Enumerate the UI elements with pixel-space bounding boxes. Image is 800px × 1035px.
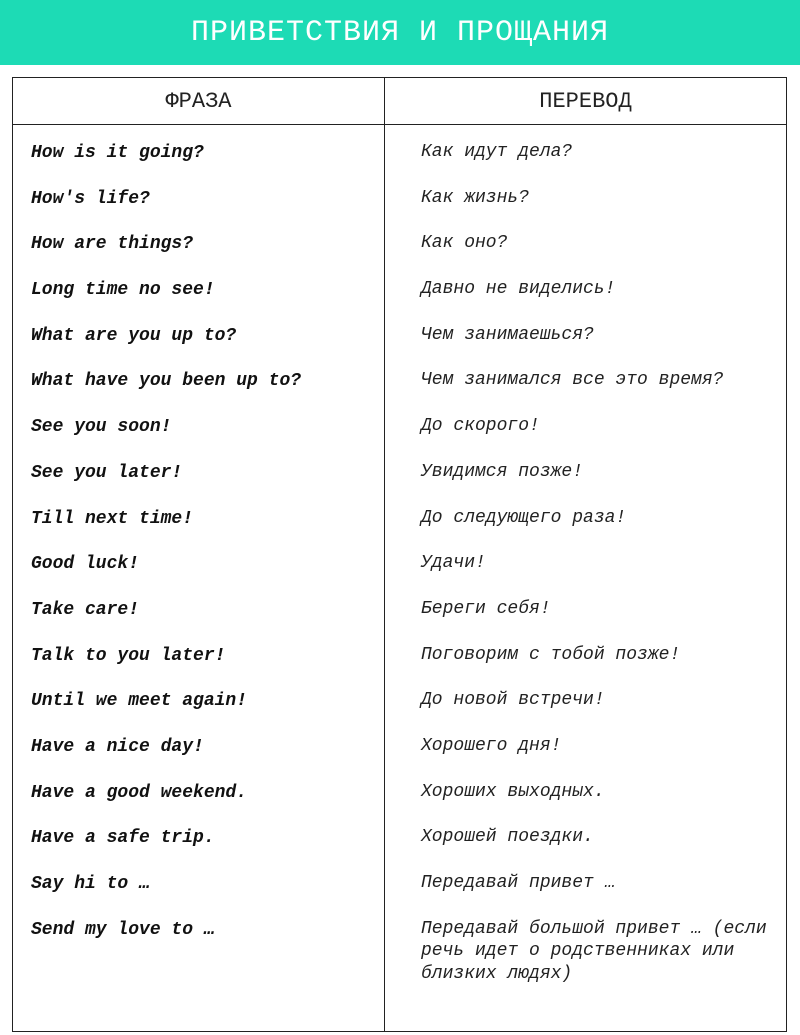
translation-cell: Передавай привет … xyxy=(421,873,616,893)
translation-cell: Поговорим с тобой позже! xyxy=(421,644,681,665)
table-row xyxy=(13,412,786,458)
phrase-cell: Have a safe trip. xyxy=(31,828,215,849)
translation-cell: До следующего раза! xyxy=(421,507,627,528)
phrase-cell: Say hi to … xyxy=(31,874,150,894)
translation-cell: Береги себя! xyxy=(421,598,551,619)
phrase-table xyxy=(12,77,787,1032)
phrase-cell: What have you been up to? xyxy=(31,371,302,392)
translation-cell: Удачи! xyxy=(421,553,486,574)
table-row xyxy=(13,823,786,869)
table-row xyxy=(13,778,786,824)
translation-cell: Увидимся позже! xyxy=(421,461,584,482)
table-row xyxy=(13,138,786,184)
table-body xyxy=(13,138,786,1005)
header-translation: ПЕРЕВОД xyxy=(539,88,632,114)
translation-cell: Давно не виделись! xyxy=(421,279,616,300)
table-row xyxy=(13,595,786,641)
phrase-cell: Send my love to … xyxy=(31,919,215,940)
translation-cell: Чем занимался все это время? xyxy=(421,370,724,391)
table-row xyxy=(13,549,786,595)
translation-cell: До новой встречи! xyxy=(421,690,605,711)
translation-cell: Хороших выходных. xyxy=(421,781,605,802)
translation-cell: Как оно? xyxy=(421,233,508,254)
table-row xyxy=(13,366,786,412)
translation-cell: До скорого! xyxy=(421,416,540,437)
header-phrase: ФРАЗА xyxy=(165,88,232,114)
translation-cell: Чем занимаешься? xyxy=(421,324,594,345)
translation-cell: Как идут дела? xyxy=(421,142,573,162)
phrase-cell: How are things? xyxy=(31,234,194,255)
phrase-cell: Good luck! xyxy=(31,554,140,575)
title-banner xyxy=(0,0,800,65)
table-row xyxy=(13,321,786,367)
phrase-cell: See you soon! xyxy=(31,417,172,438)
table-row xyxy=(13,458,786,504)
table-row xyxy=(13,869,786,915)
table-row xyxy=(13,641,786,687)
phrase-cell: Talk to you later! xyxy=(31,645,226,666)
table-row xyxy=(13,275,786,321)
phrase-cell: See you later! xyxy=(31,462,183,483)
phrase-cell: Till next time! xyxy=(31,508,194,529)
page-title: ПРИВЕТСТВИЯ И ПРОЩАНИЯ xyxy=(190,15,610,50)
phrase-cell: What are you up to? xyxy=(31,325,237,346)
phrase-cell: Long time no see! xyxy=(31,280,215,301)
table-row xyxy=(13,915,786,1005)
table-header xyxy=(13,78,786,125)
table-row xyxy=(13,184,786,230)
phrase-cell: Take care! xyxy=(31,599,140,620)
table-row xyxy=(13,732,786,778)
phrase-cell: Until we meet again! xyxy=(31,691,248,712)
phrase-cell: Have a nice day! xyxy=(31,736,204,757)
phrase-cell: How is it going? xyxy=(31,143,204,163)
translation-cell: Хорошей поездки. xyxy=(421,827,594,848)
translation-cell: Передавай большой привет … (если речь идет о родственниках или близких людях) xyxy=(421,918,767,984)
table-row xyxy=(13,686,786,732)
translation-cell: Как жизнь? xyxy=(421,187,530,208)
translation-cell: Хорошего дня! xyxy=(421,735,562,756)
phrase-cell: Have a good weekend. xyxy=(31,782,248,803)
table-row xyxy=(13,504,786,550)
table-row xyxy=(13,229,786,275)
phrase-cell: How's life? xyxy=(31,188,150,209)
